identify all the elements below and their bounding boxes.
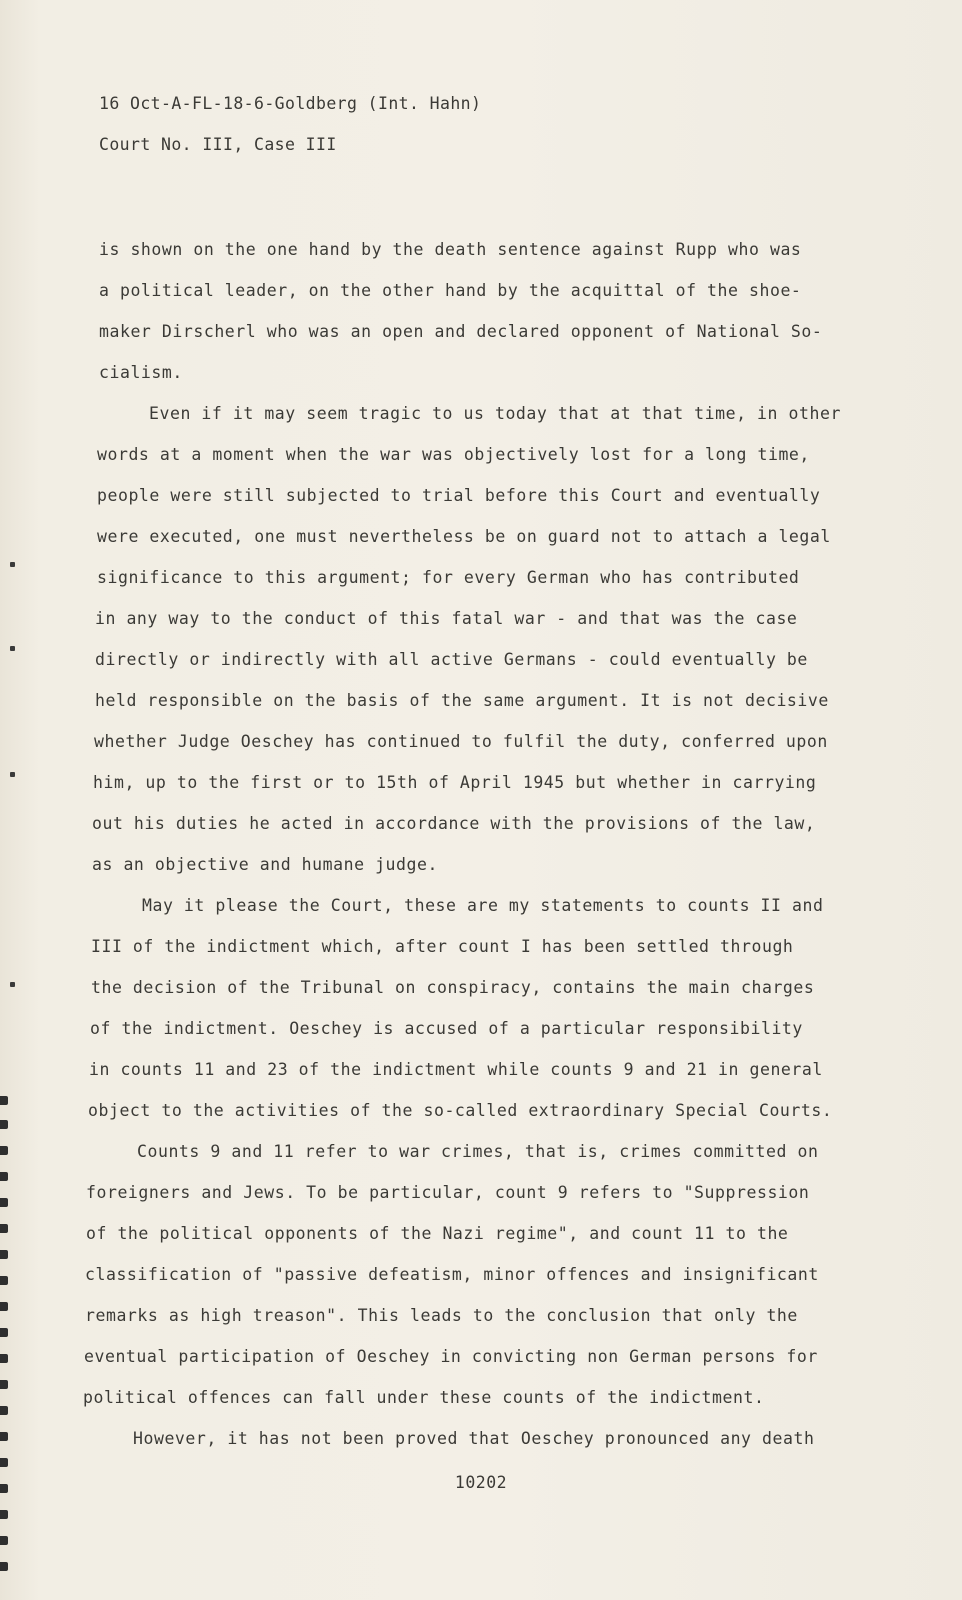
binding-hole — [0, 1302, 8, 1311]
binding-hole — [0, 1536, 8, 1545]
body-line: out his duties he acted in accordance with the provisions of the law, — [92, 814, 816, 833]
body-line: maker Dirscherl who was an open and declared opponent of National So- — [99, 322, 823, 341]
binding-hole — [0, 1224, 8, 1233]
binding-hole — [0, 1120, 8, 1129]
binding-hole — [0, 1380, 8, 1389]
margin-mark — [10, 562, 15, 567]
body-line: whether Judge Oeschey has continued to fulfil the duty, conferred upon — [94, 732, 828, 751]
body-line: were executed, one must nevertheless be on guard not to attach a legal — [97, 527, 831, 546]
body-line: in any way to the conduct of this fatal war - and that was the case — [95, 609, 798, 628]
binding-hole — [0, 1354, 8, 1363]
binding-hole — [0, 1328, 8, 1337]
body-line: object to the activities of the so-called extraordinary Special Courts. — [88, 1101, 833, 1120]
binding-hole — [0, 1276, 8, 1285]
body-line: classification of "passive defeatism, minor offences and insignificant — [85, 1265, 819, 1284]
binding-hole — [0, 1406, 8, 1415]
binding-hole — [0, 1432, 8, 1441]
body-line: foreigners and Jews. To be particular, count 9 refers to "Suppression — [86, 1183, 810, 1202]
body-line: him, up to the first or to 15th of April 1945 but whether in carrying — [93, 773, 817, 792]
binding-hole — [0, 1510, 8, 1519]
margin-mark — [10, 982, 15, 987]
body-line: a political leader, on the other hand by the acquittal of the shoe- — [99, 281, 802, 300]
body-line: However, it has not been proved that Oeschey pronounced any death — [133, 1429, 815, 1448]
header-court: Court No. III, Case III — [99, 135, 337, 154]
body-line: directly or indirectly with all active Germans - could eventually be — [95, 650, 808, 669]
body-line: people were still subjected to trial before this Court and eventually — [97, 486, 821, 505]
binding-hole — [0, 1172, 8, 1181]
body-line: of the indictment. Oeschey is accused of a particular responsibility — [90, 1019, 803, 1038]
margin-mark — [10, 772, 15, 777]
body-line: eventual participation of Oeschey in convicting non German persons for — [84, 1347, 818, 1366]
header-reference: 16 Oct-A-FL-18-6-Goldberg (Int. Hahn) — [99, 94, 482, 113]
binding-hole — [0, 1458, 8, 1467]
binding-hole — [0, 1250, 8, 1259]
body-line: held responsible on the basis of the same argument. It is not decisive — [95, 691, 829, 710]
body-line: political offences can fall under these counts of the indictment. — [83, 1388, 765, 1407]
body-line: is shown on the one hand by the death sentence against Rupp who was — [99, 240, 802, 259]
body-line: significance to this argument; for every German who has contributed — [97, 568, 800, 587]
body-line: as an objective and humane judge. — [92, 855, 438, 874]
binding-hole — [0, 1096, 8, 1105]
body-line: III of the indictment which, after count I has been settled through — [91, 937, 794, 956]
body-line: remarks as high treason". This leads to the conclusion that only the — [85, 1306, 798, 1325]
page-number: 10202 — [454, 1473, 508, 1492]
binding-hole — [0, 1562, 8, 1571]
body-line: May it please the Court, these are my statements to counts II and — [142, 896, 824, 915]
body-line: words at a moment when the war was objectively lost for a long time, — [97, 445, 810, 464]
margin-mark — [10, 646, 15, 651]
body-line: of the political opponents of the Nazi regime", and count 11 to the — [86, 1224, 789, 1243]
binding-hole — [0, 1198, 8, 1207]
body-line: Even if it may seem tragic to us today that at that time, in other — [149, 404, 841, 423]
binding-hole — [0, 1146, 8, 1155]
body-line: the decision of the Tribunal on conspiracy, contains the main charges — [91, 978, 815, 997]
body-line: cialism. — [99, 363, 183, 382]
body-line: Counts 9 and 11 refer to war crimes, that is, crimes committed on — [137, 1142, 819, 1161]
body-line: in counts 11 and 23 of the indictment while counts 9 and 21 in general — [89, 1060, 823, 1079]
